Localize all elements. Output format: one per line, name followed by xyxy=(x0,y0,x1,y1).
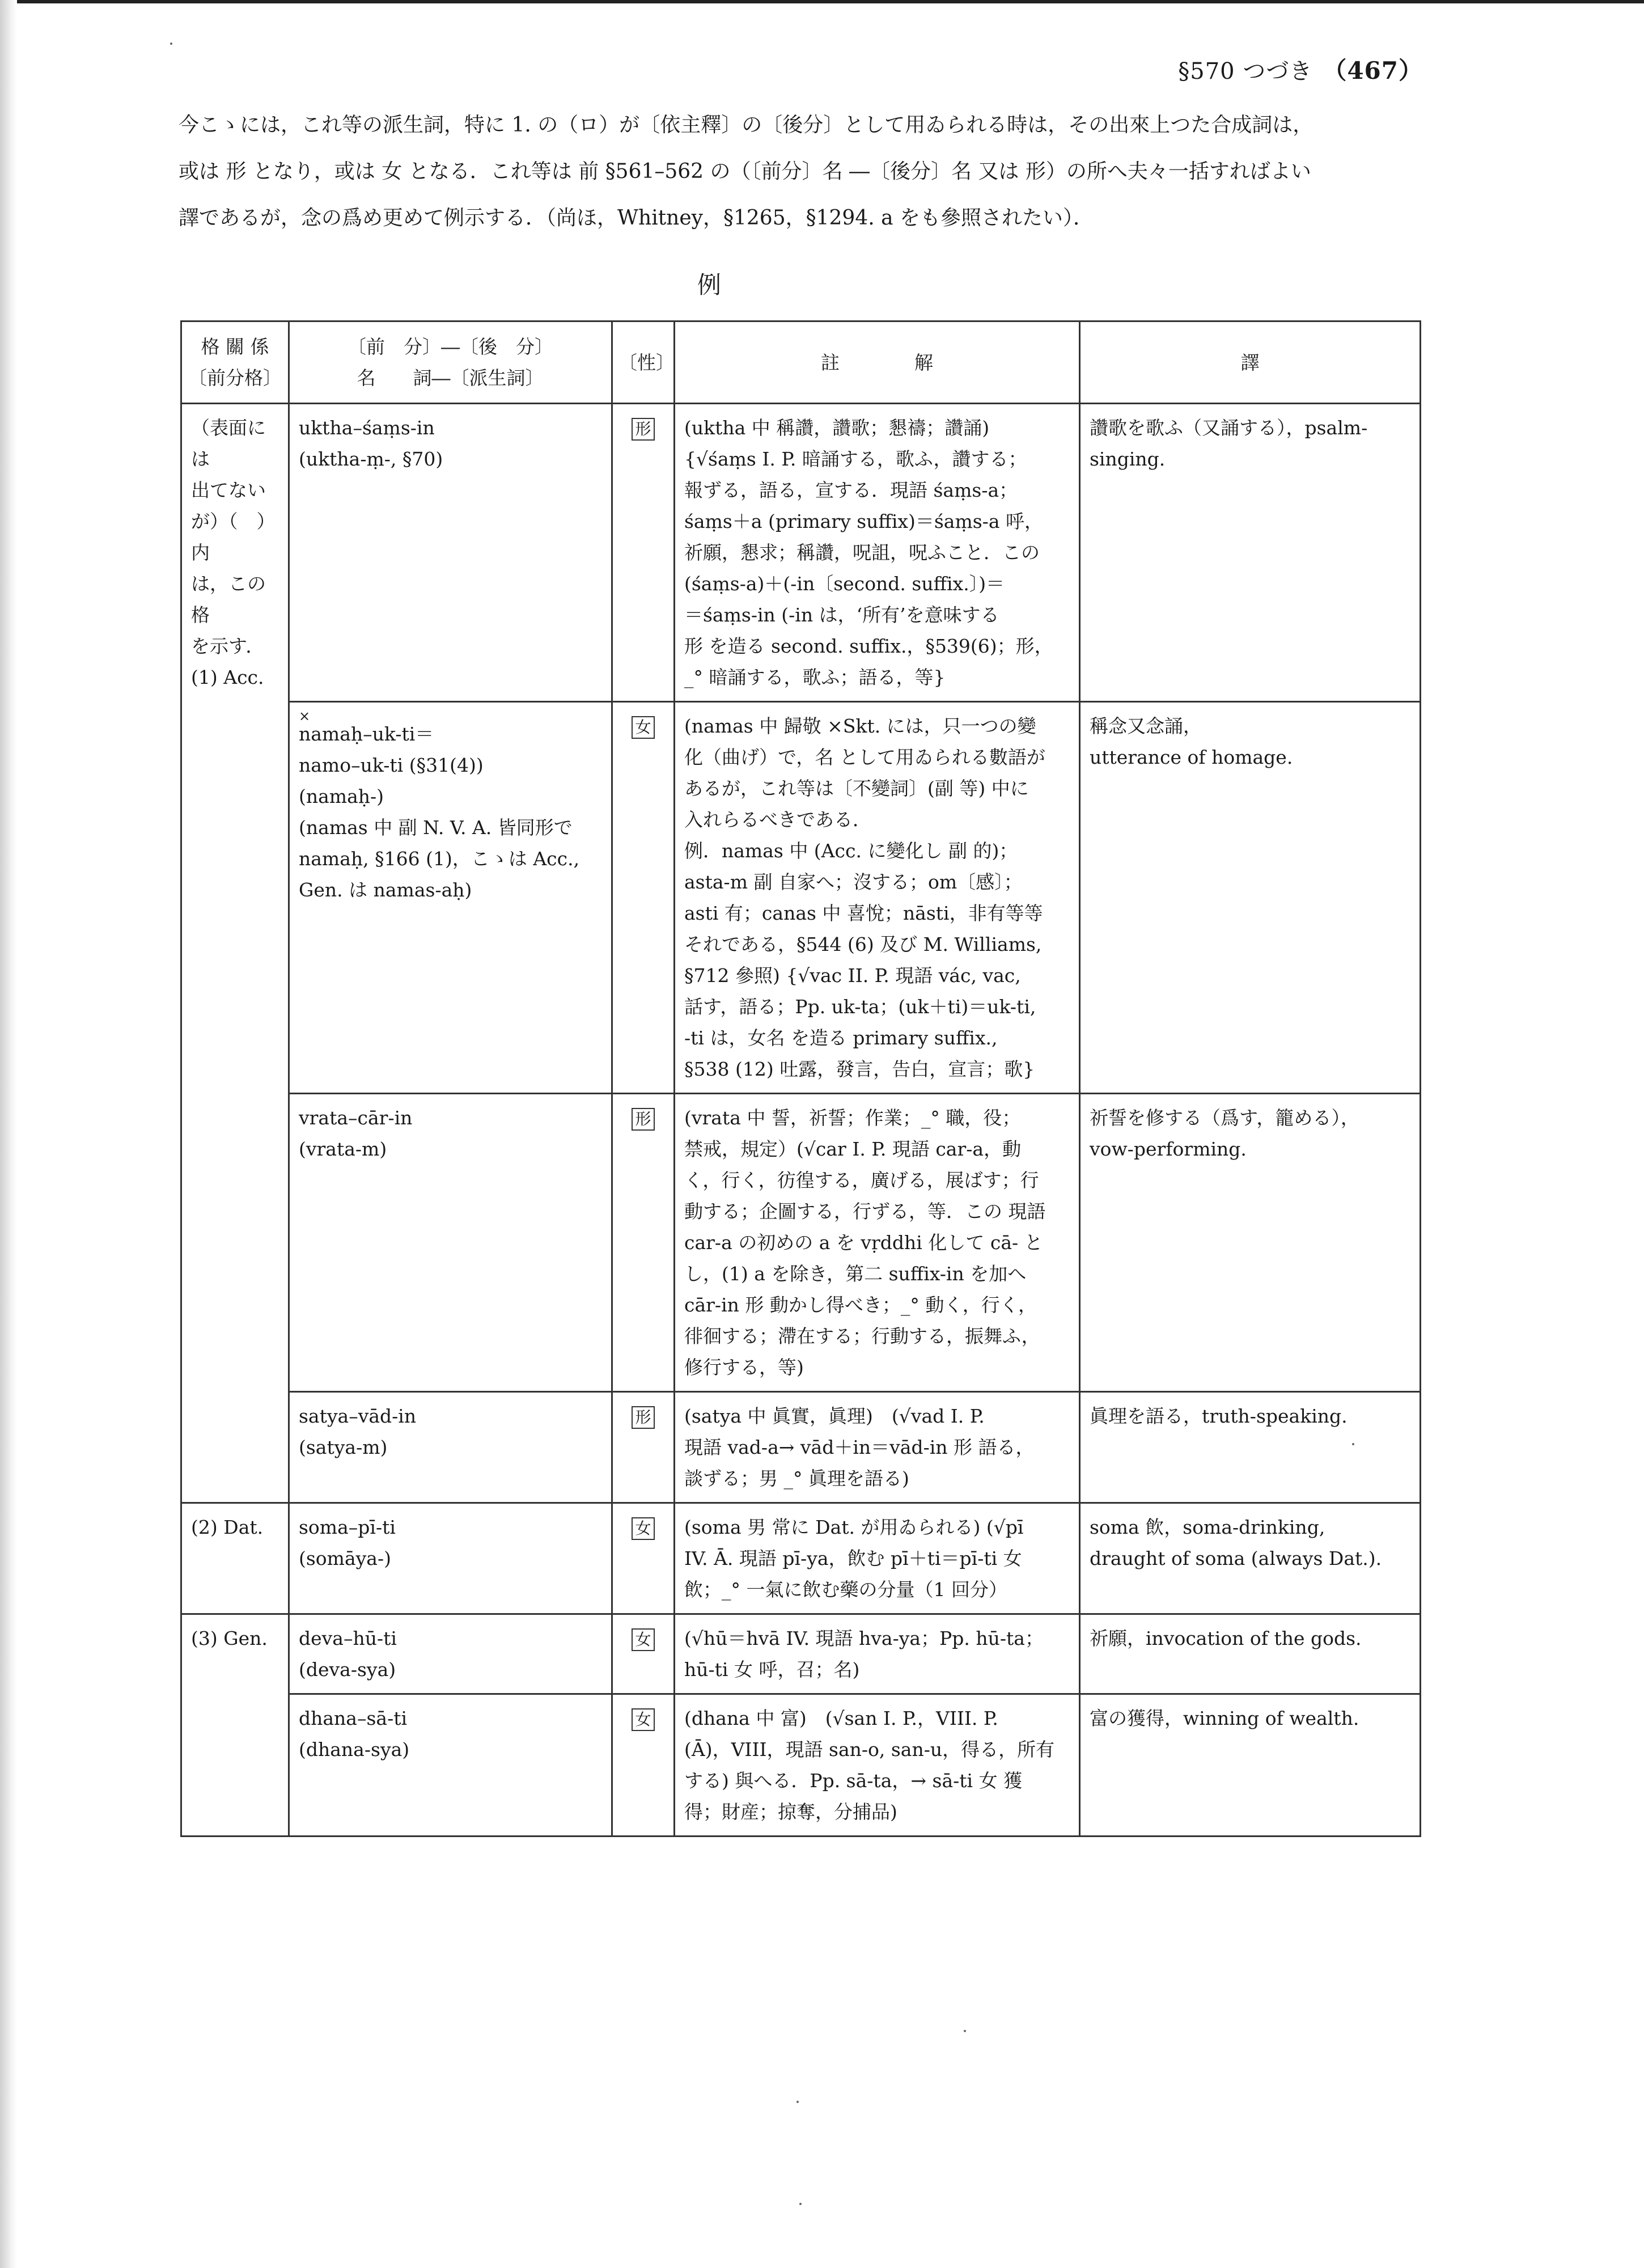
translation-line: draught of soma (always Dat.). xyxy=(1090,1547,1382,1569)
note-cell xyxy=(675,404,1080,702)
header-gender: 〔性〕 xyxy=(612,321,675,404)
note-line: 例．namas 中 (Acc. に變化し 副 的)； xyxy=(684,840,1018,862)
word-line: (satya-m) xyxy=(299,1436,388,1458)
translation-cell xyxy=(1080,1503,1421,1614)
note-line: 話す，語る；Pp. uk-ta；(uk＋ti)＝uk-ti, xyxy=(684,996,1036,1018)
case-line: 出てない xyxy=(191,479,266,501)
note-line: 動する；企圖する，行ずる，等．この 現語 xyxy=(684,1200,1046,1222)
table-row xyxy=(181,1694,1421,1837)
note-line: _° 暗誦する，歌ふ；語る，等} xyxy=(684,666,946,688)
word-line: (somāya-) xyxy=(299,1547,391,1569)
case-cell xyxy=(181,1503,289,1614)
word-line: dhana–sā-ti xyxy=(299,1707,408,1729)
note-cell xyxy=(675,1614,1080,1694)
intro-line: 譯であるが，念の爲め更めて例示する．（尚ほ，Whitney，§1265，§1294. a をも參照されたい）． xyxy=(179,206,1094,230)
word-line: (vrata-m) xyxy=(299,1138,387,1160)
table-header-row xyxy=(181,321,1421,404)
note-line: く，行く，彷徨する，廣げる，展ばす；行 xyxy=(684,1169,1039,1191)
table-row xyxy=(181,1094,1421,1392)
note-line: 化（曲げ）で，名 として用ゐられる數語が xyxy=(684,746,1045,768)
word-cell xyxy=(289,1503,612,1614)
header-word xyxy=(289,321,612,404)
case-line: (2) Dat. xyxy=(191,1516,264,1538)
case-cell xyxy=(181,404,289,1503)
header-translation: 譯 xyxy=(1080,321,1421,404)
translation-cell xyxy=(1080,1094,1421,1392)
note-line: (namas 中 歸敬 ×Skt. には，只一つの變 xyxy=(684,715,1036,737)
gender-badge: 形 xyxy=(632,418,654,441)
header-case-line: 〔前分格〕 xyxy=(188,367,282,389)
note-line: (Ā)，VIII，現語 san-o, san-u，得る，所有 xyxy=(684,1738,1055,1761)
note-line: (śaṃs-a)＋(-in〔second. suffix.〕)＝ xyxy=(684,573,1005,595)
note-line: 談ずる；男 _° 眞理を語る) xyxy=(684,1467,909,1490)
translation-line: singing. xyxy=(1090,448,1166,470)
case-line: が）（ ）内 xyxy=(191,510,276,564)
translation-line: soma 飲，soma-drinking, xyxy=(1090,1516,1325,1538)
table-row xyxy=(181,1392,1421,1503)
table-row xyxy=(181,404,1421,702)
word-line: deva–hū-ti xyxy=(299,1627,397,1649)
translation-cell xyxy=(1080,404,1421,702)
note-line: (dhana 中 富) (√san I. P.，VIII. P. xyxy=(684,1707,998,1729)
note-cell xyxy=(675,1392,1080,1503)
gender-cell xyxy=(612,1614,675,1694)
word-line: (namas 中 副 N. V. A. 皆同形で xyxy=(299,816,573,839)
note-line: §538 (12) 吐露，發言，告白，宣言；歌} xyxy=(684,1058,1035,1080)
note-line: IV. Ā. 現語 pī-ya，飲む pī＋ti＝pī-ti 女 xyxy=(684,1547,1022,1569)
note-line: asta-m 副 自家へ；沒する；om〔感〕； xyxy=(684,871,1023,893)
translation-cell xyxy=(1080,1694,1421,1837)
note-line: ＝śaṃs-in (-in は，‘所有’を意味する xyxy=(684,604,999,626)
case-line: (3) Gen. xyxy=(191,1627,268,1649)
word-line: soma–pī-ti xyxy=(299,1516,396,1538)
note-line: 飲；_° 一氣に飲む藥の分量（1 回分） xyxy=(684,1579,1007,1601)
word-line: namaḥ–uk-ti＝ xyxy=(299,723,434,745)
gender-cell xyxy=(612,1094,675,1392)
header-case-line: 格 關 係 xyxy=(201,336,269,358)
translation-line: 眞理を語る，truth-speaking. xyxy=(1090,1405,1348,1427)
word-line: (dhana-sya) xyxy=(299,1738,410,1761)
note-line: 徘徊する；滯在する；行動する，振舞ふ， xyxy=(684,1325,1040,1347)
page-number: （467） xyxy=(1323,57,1423,84)
top-border xyxy=(0,0,1644,3)
word-line: (namaḥ-) xyxy=(299,785,384,807)
note-line: cār-in 形 動かし得べき；_° 動く，行く， xyxy=(684,1294,1037,1316)
note-line: (√hū＝hvā IV. 現語 hva-ya；Pp. hū-ta； xyxy=(684,1627,1044,1649)
note-line: 禁戒，規定）(√car I. P. 現語 car-a，動 xyxy=(684,1138,1022,1160)
gender-badge: 女 xyxy=(632,716,654,739)
word-cell xyxy=(289,1392,612,1503)
word-line: namaḥ, §166 (1)，こゝは Acc., xyxy=(299,848,580,870)
note-line: (uktha 中 稱讚，讚歌；懇禱；讚誦) xyxy=(684,417,990,439)
examples-table xyxy=(180,320,1421,1837)
note-cell xyxy=(675,1094,1080,1392)
table-row xyxy=(181,702,1421,1094)
translation-line: 祈願，invocation of the gods. xyxy=(1090,1627,1362,1649)
note-line: 入れらるべきである． xyxy=(684,809,871,831)
gender-cell xyxy=(612,404,675,702)
note-line: 報ずる，語る，宣する．現語 śaṃs-a； xyxy=(684,479,1018,501)
word-cell xyxy=(289,702,612,1094)
translation-cell xyxy=(1080,702,1421,1094)
word-line: (uktha-ṃ-, §70) xyxy=(299,448,443,470)
note-line: 現語 vad-a→ vād＋in＝vād-in 形 語る， xyxy=(684,1436,1035,1458)
note-line: (satya 中 眞實，眞理) (√vad I. P. xyxy=(684,1405,985,1427)
intro-paragraph xyxy=(179,102,1420,242)
note-line: asti 有；canas 中 喜悅；nāsti，非有等等 xyxy=(684,902,1043,924)
word-line: uktha–śaṃs-in xyxy=(299,417,435,439)
note-line: 修行する，等) xyxy=(684,1356,804,1378)
gender-cell xyxy=(612,702,675,1094)
translation-line: utterance of homage. xyxy=(1090,746,1293,768)
section-number: §570 つづき xyxy=(1178,58,1313,84)
note-line: hū-ti 女 呼，召；名) xyxy=(684,1658,860,1681)
table-row xyxy=(181,1614,1421,1694)
case-line: は，この格 xyxy=(191,573,266,626)
word-line: vrata–cār-in xyxy=(299,1107,413,1129)
intro-line: 今こゝには，これ等の派生詞，特に 1. の（ロ）が〔依主釋〕の〔後分〕として用ゐられる時は，その出來上つた合成詞は， xyxy=(179,113,1313,137)
gender-badge: 女 xyxy=(632,1628,654,1651)
intro-line: 或は 形 となり，或は 女 となる．これ等は 前 §561–562 の（〔前分〕名 ―〔後分〕名 又は 形）の所へ夫々一括すればよい xyxy=(179,160,1311,183)
case-line: （表面には xyxy=(191,417,266,470)
word-line: satya–vād-in xyxy=(299,1405,417,1427)
gender-cell xyxy=(612,1503,675,1614)
gender-cell xyxy=(612,1392,675,1503)
note-line: (soma 男 常に Dat. が用ゐられる) (√pī xyxy=(684,1516,1024,1538)
note-line: śaṃs＋a (primary suffix)＝śaṃs-a 呼， xyxy=(684,510,1044,532)
gender-badge: 形 xyxy=(632,1406,654,1429)
header-note: 註 解 xyxy=(675,321,1080,404)
note-line: (vrata 中 誓，祈誓；作業；_° 職，役； xyxy=(684,1107,1021,1129)
word-line: Gen. は namas-aḥ) xyxy=(299,879,472,901)
note-line: それである，§544 (6) 及び M. Williams, xyxy=(684,933,1042,955)
note-line: -ti は，女名 を造る primary suffix., xyxy=(684,1027,998,1049)
translation-cell xyxy=(1080,1392,1421,1503)
word-line: namo–uk-ti (§31(4)) xyxy=(299,754,484,776)
word-cell xyxy=(289,1094,612,1392)
header-word-line: 〔前 分〕―〔後 分〕 xyxy=(348,336,553,358)
header-word-line: 名 詞―〔派生詞〕 xyxy=(357,367,544,389)
translation-line: 讚歌を歌ふ（又誦する），psalm- xyxy=(1090,417,1368,439)
translation-line: 富の獲得，winning of wealth. xyxy=(1090,1707,1359,1729)
note-line: し，(1) a を除き，第二 suffix-in を加へ xyxy=(684,1263,1027,1285)
gender-badge: 女 xyxy=(632,1517,654,1540)
note-line: 得；財産；掠奪，分捕品) xyxy=(684,1801,897,1823)
note-cell xyxy=(675,1694,1080,1837)
note-line: {√śaṃs I. P. 暗誦する，歌ふ，讚する； xyxy=(684,448,1027,470)
case-cell xyxy=(181,1614,289,1837)
case-line: を示す． xyxy=(191,635,265,657)
word-cell xyxy=(289,1694,612,1837)
note-cell xyxy=(675,702,1080,1094)
table-body xyxy=(181,404,1421,1837)
case-line: (1) Acc. xyxy=(191,666,264,688)
translation-line: vow-performing. xyxy=(1090,1138,1247,1160)
note-cell xyxy=(675,1503,1080,1614)
table-row xyxy=(181,1503,1421,1614)
word-mark: × xyxy=(299,708,311,724)
translation-line: 祈誓を修する（爲す，籠める）， xyxy=(1090,1107,1359,1129)
note-line: あるが，これ等は〔不變詞〕(副 等) 中に xyxy=(684,777,1029,799)
gender-badge: 女 xyxy=(632,1708,654,1731)
translation-cell xyxy=(1080,1614,1421,1694)
example-heading: 例 xyxy=(697,271,722,299)
note-line: §712 參照) {√vac II. P. 現語 vác, vac, xyxy=(684,964,1021,987)
note-line: する) 與へる．Pp. sā-ta，→ sā-ti 女 獲 xyxy=(684,1770,1023,1792)
translation-line: 稱念又念誦， xyxy=(1090,715,1202,737)
gender-badge: 形 xyxy=(632,1108,654,1131)
word-line: (deva-sya) xyxy=(299,1658,396,1681)
header-case xyxy=(181,321,289,404)
note-line: 祈願，懇求；稱讚，呪詛，呪ふこと．この xyxy=(684,541,1040,564)
page-edge-shadow xyxy=(0,0,17,2268)
note-line: car-a の初めの a を vṛddhi 化して cā- と xyxy=(684,1232,1043,1254)
running-header xyxy=(1178,52,1423,86)
word-cell xyxy=(289,1614,612,1694)
word-cell xyxy=(289,404,612,702)
note-line: 形 を造る second. suffix.，§539(6)；形， xyxy=(684,635,1053,657)
gender-cell xyxy=(612,1694,675,1837)
